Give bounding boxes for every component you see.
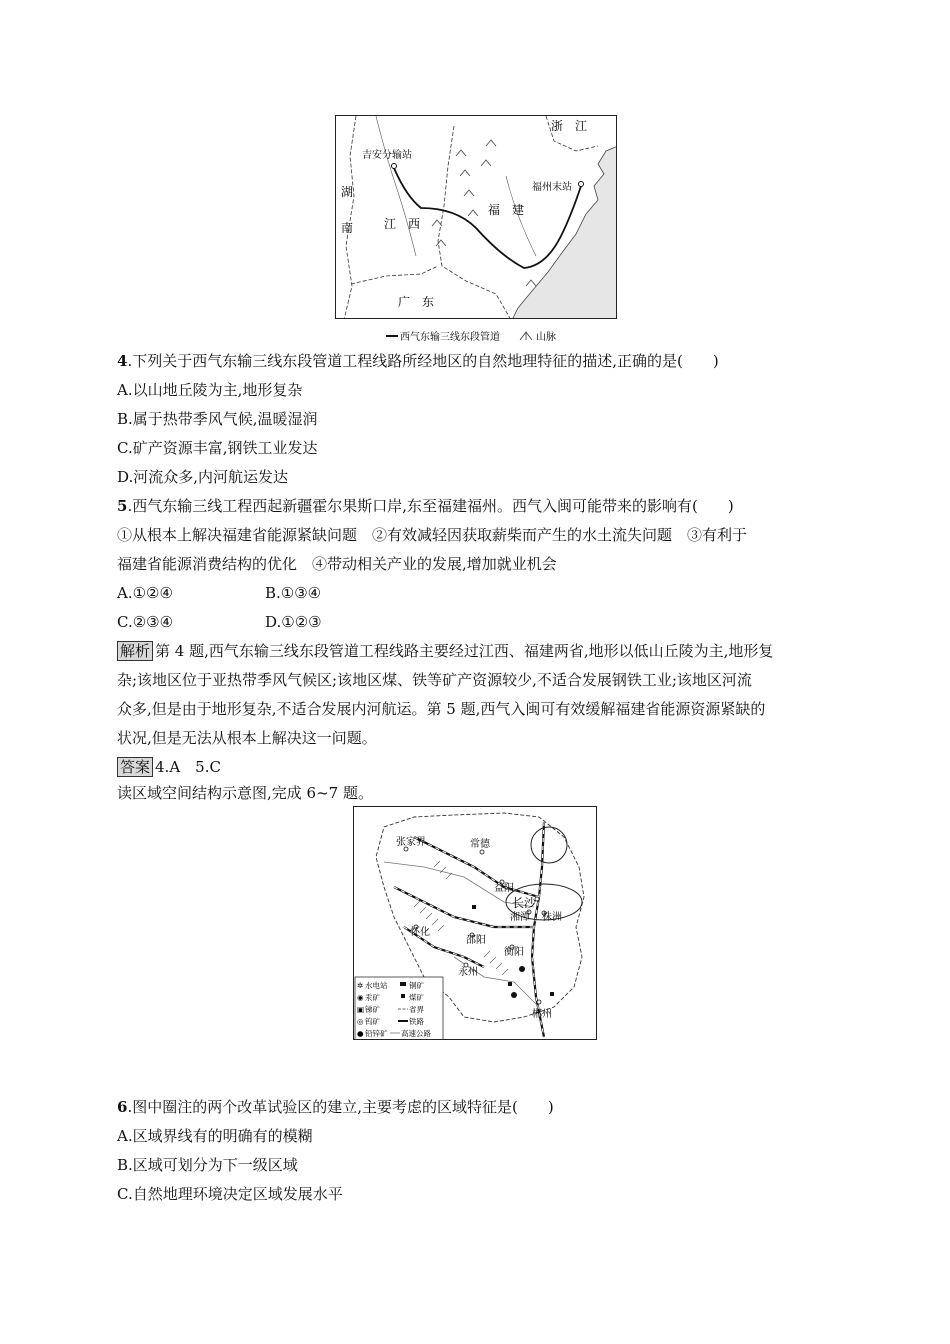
label-zhejiang: 浙 江 <box>551 119 588 133</box>
legend-copper-icon <box>400 982 406 986</box>
q4-option-d: D.河流众多,内河航运发达 <box>117 468 289 486</box>
q5-option-d: D.①②③ <box>265 613 322 631</box>
q6-option-c: C.自然地理环境决定区域发展水平 <box>117 1185 343 1203</box>
analysis-line-4: 状况,但是无法从根本上解决这一问题。 <box>117 729 377 747</box>
pipeline-map <box>335 115 617 319</box>
ji-an-station-marker <box>392 164 397 169</box>
river <box>376 116 416 256</box>
boundary-jiangxi-fujian <box>438 126 511 319</box>
q6-option-a: A.区域界线有的明确有的模糊 <box>117 1127 313 1145</box>
label-ji-an-station: 吉安分输站 <box>362 150 412 161</box>
legend-mountain-label: 山脉 <box>536 332 556 343</box>
fuzhou-station-marker <box>579 182 584 187</box>
q5-option-c: C.②③④ <box>117 613 174 631</box>
label-changde: 常德 <box>470 839 490 850</box>
q5-stem-text: .西气东输三线工程西起新疆霍尔果斯口岸,东至福建福州。西气入闽可能带来的影响有( ) <box>127 497 734 515</box>
reform-zone-circle-north <box>531 827 567 863</box>
label-fuzhou-station: 福州末站 <box>532 182 572 193</box>
legend-tungsten: 钨矿 <box>365 1017 380 1026</box>
legend-railway: 铁路 <box>409 1017 424 1026</box>
answer-text: 4.A 5.C <box>155 758 221 776</box>
analysis-line-3: 众多,但是由于地形复杂,不适合发展内河航运。第 5 题,西气入闽可有效缓解福建省能源资源紧缺的 <box>117 700 766 718</box>
intro-line: 读区域空间结构示意图,完成 6~7 题。 <box>117 784 373 802</box>
analysis-line-1 <box>117 641 773 661</box>
label-shaoyang: 邵阳 <box>466 935 486 946</box>
legend-leadzinc-icon: ● <box>357 1029 364 1038</box>
q5-options-row-1 <box>117 583 173 603</box>
sea-area <box>512 146 617 319</box>
q5-option-a: A.①②④ <box>117 584 173 602</box>
q6-stem <box>117 1097 554 1117</box>
legend-antimony-icon: ▣ <box>357 1005 365 1014</box>
region-structure-map <box>353 806 597 1040</box>
label-hengyang: 衡阳 <box>504 947 524 958</box>
q4-option-c: C.矿产资源丰富,钢铁工业发达 <box>117 439 318 457</box>
label-zhuzhou: 株洲 <box>542 912 562 923</box>
label-guangdong: 广 东 <box>398 295 435 309</box>
q5-statements-line-2: 福建省能源消费结构的优化 ④带动相关产业的发展,增加就业机会 <box>117 555 557 573</box>
legend-tungsten-icon: ◎ <box>357 1017 364 1026</box>
legend-highway: 高速公路 <box>401 1029 431 1038</box>
label-hunan-1: 湖 <box>341 185 354 199</box>
legend-antimony: 锑矿 <box>365 1005 380 1014</box>
q4-option-b: B.属于热带季风气候,温暖湿润 <box>117 410 318 428</box>
label-hunan-2: 南 <box>341 221 354 235</box>
legend-copper: 铜矿 <box>409 981 424 990</box>
legend-hydro-icon: ✲ <box>357 981 364 990</box>
legend-leadzinc: 铅锌矿 <box>365 1029 388 1038</box>
label-jiangxi: 江 西 <box>384 217 421 231</box>
label-yongzhou: 永州 <box>458 967 478 978</box>
pipeline-map-svg <box>336 116 617 319</box>
q4-number: 4 <box>117 352 128 370</box>
legend-mercury-icon: ◉ <box>357 993 364 1002</box>
q5-options-row-2 <box>117 612 173 632</box>
analysis-text-1: 第 4 题,西气东输三线东段管道工程线路主要经过江西、福建两省,地形以低山丘陵为主,地形复 <box>155 642 774 660</box>
q4-stem-text: .下列关于西气东输三线东段管道工程线路所经地区的自然地理特征的描述,正确的是( ) <box>127 352 719 370</box>
q4-option-a: A.以山地丘陵为主,地形复杂 <box>117 381 303 399</box>
boundary-guangdong <box>351 266 438 284</box>
label-yiyang: 益阳 <box>494 883 514 894</box>
label-huaihua: 怀化 <box>410 927 430 938</box>
legend-mountain-icon <box>520 332 532 340</box>
label-zhangjiajie: 张家界 <box>396 837 426 848</box>
q5-number: 5 <box>117 497 128 515</box>
region-structure-map-svg <box>354 807 597 1040</box>
q4-stem <box>117 351 719 371</box>
q5-option-b: B.①③④ <box>265 584 322 602</box>
q6-stem-text: .图中圈注的两个改革试验区的建立,主要考虑的区域特征是( ) <box>127 1098 554 1116</box>
analysis-tag: 解析 <box>117 641 153 661</box>
legend-hydro: 水电站 <box>365 981 388 990</box>
q6-number: 6 <box>117 1098 128 1116</box>
legend-pipeline-label: 西气东输三线东段管道 <box>400 332 500 343</box>
boundary-hunan-jiangxi <box>344 116 356 319</box>
answer-line <box>117 757 221 777</box>
q6-option-b: B.区域可划分为下一级区域 <box>117 1156 298 1174</box>
legend-coal: 煤矿 <box>409 993 424 1002</box>
pipeline-map-legend <box>386 328 626 344</box>
analysis-line-2: 杂;该地区位于亚热带季风气候区;该地区煤、铁等矿产资源较少,不适合发展钢铁工业;该地区河流 <box>117 671 752 689</box>
legend-mercury: 汞矿 <box>365 993 380 1002</box>
label-chenzhou: 郴州 <box>532 1009 552 1020</box>
legend-coal-icon <box>401 994 405 998</box>
answer-tag: 答案 <box>117 757 153 777</box>
q5-statements-line-1: ①从根本上解决福建省能源紧缺问题 ②有效减轻因获取薪柴而产生的水土流失问题 ③有利于 <box>117 526 748 544</box>
legend-boundary: 省界 <box>409 1005 424 1014</box>
q5-stem <box>117 496 734 516</box>
label-xiangtan: 湘潭 <box>510 912 530 923</box>
label-changsha: 长沙 <box>512 896 537 910</box>
pipeline-map-legend-svg <box>386 328 626 344</box>
label-fujian: 福 建 <box>488 203 525 217</box>
